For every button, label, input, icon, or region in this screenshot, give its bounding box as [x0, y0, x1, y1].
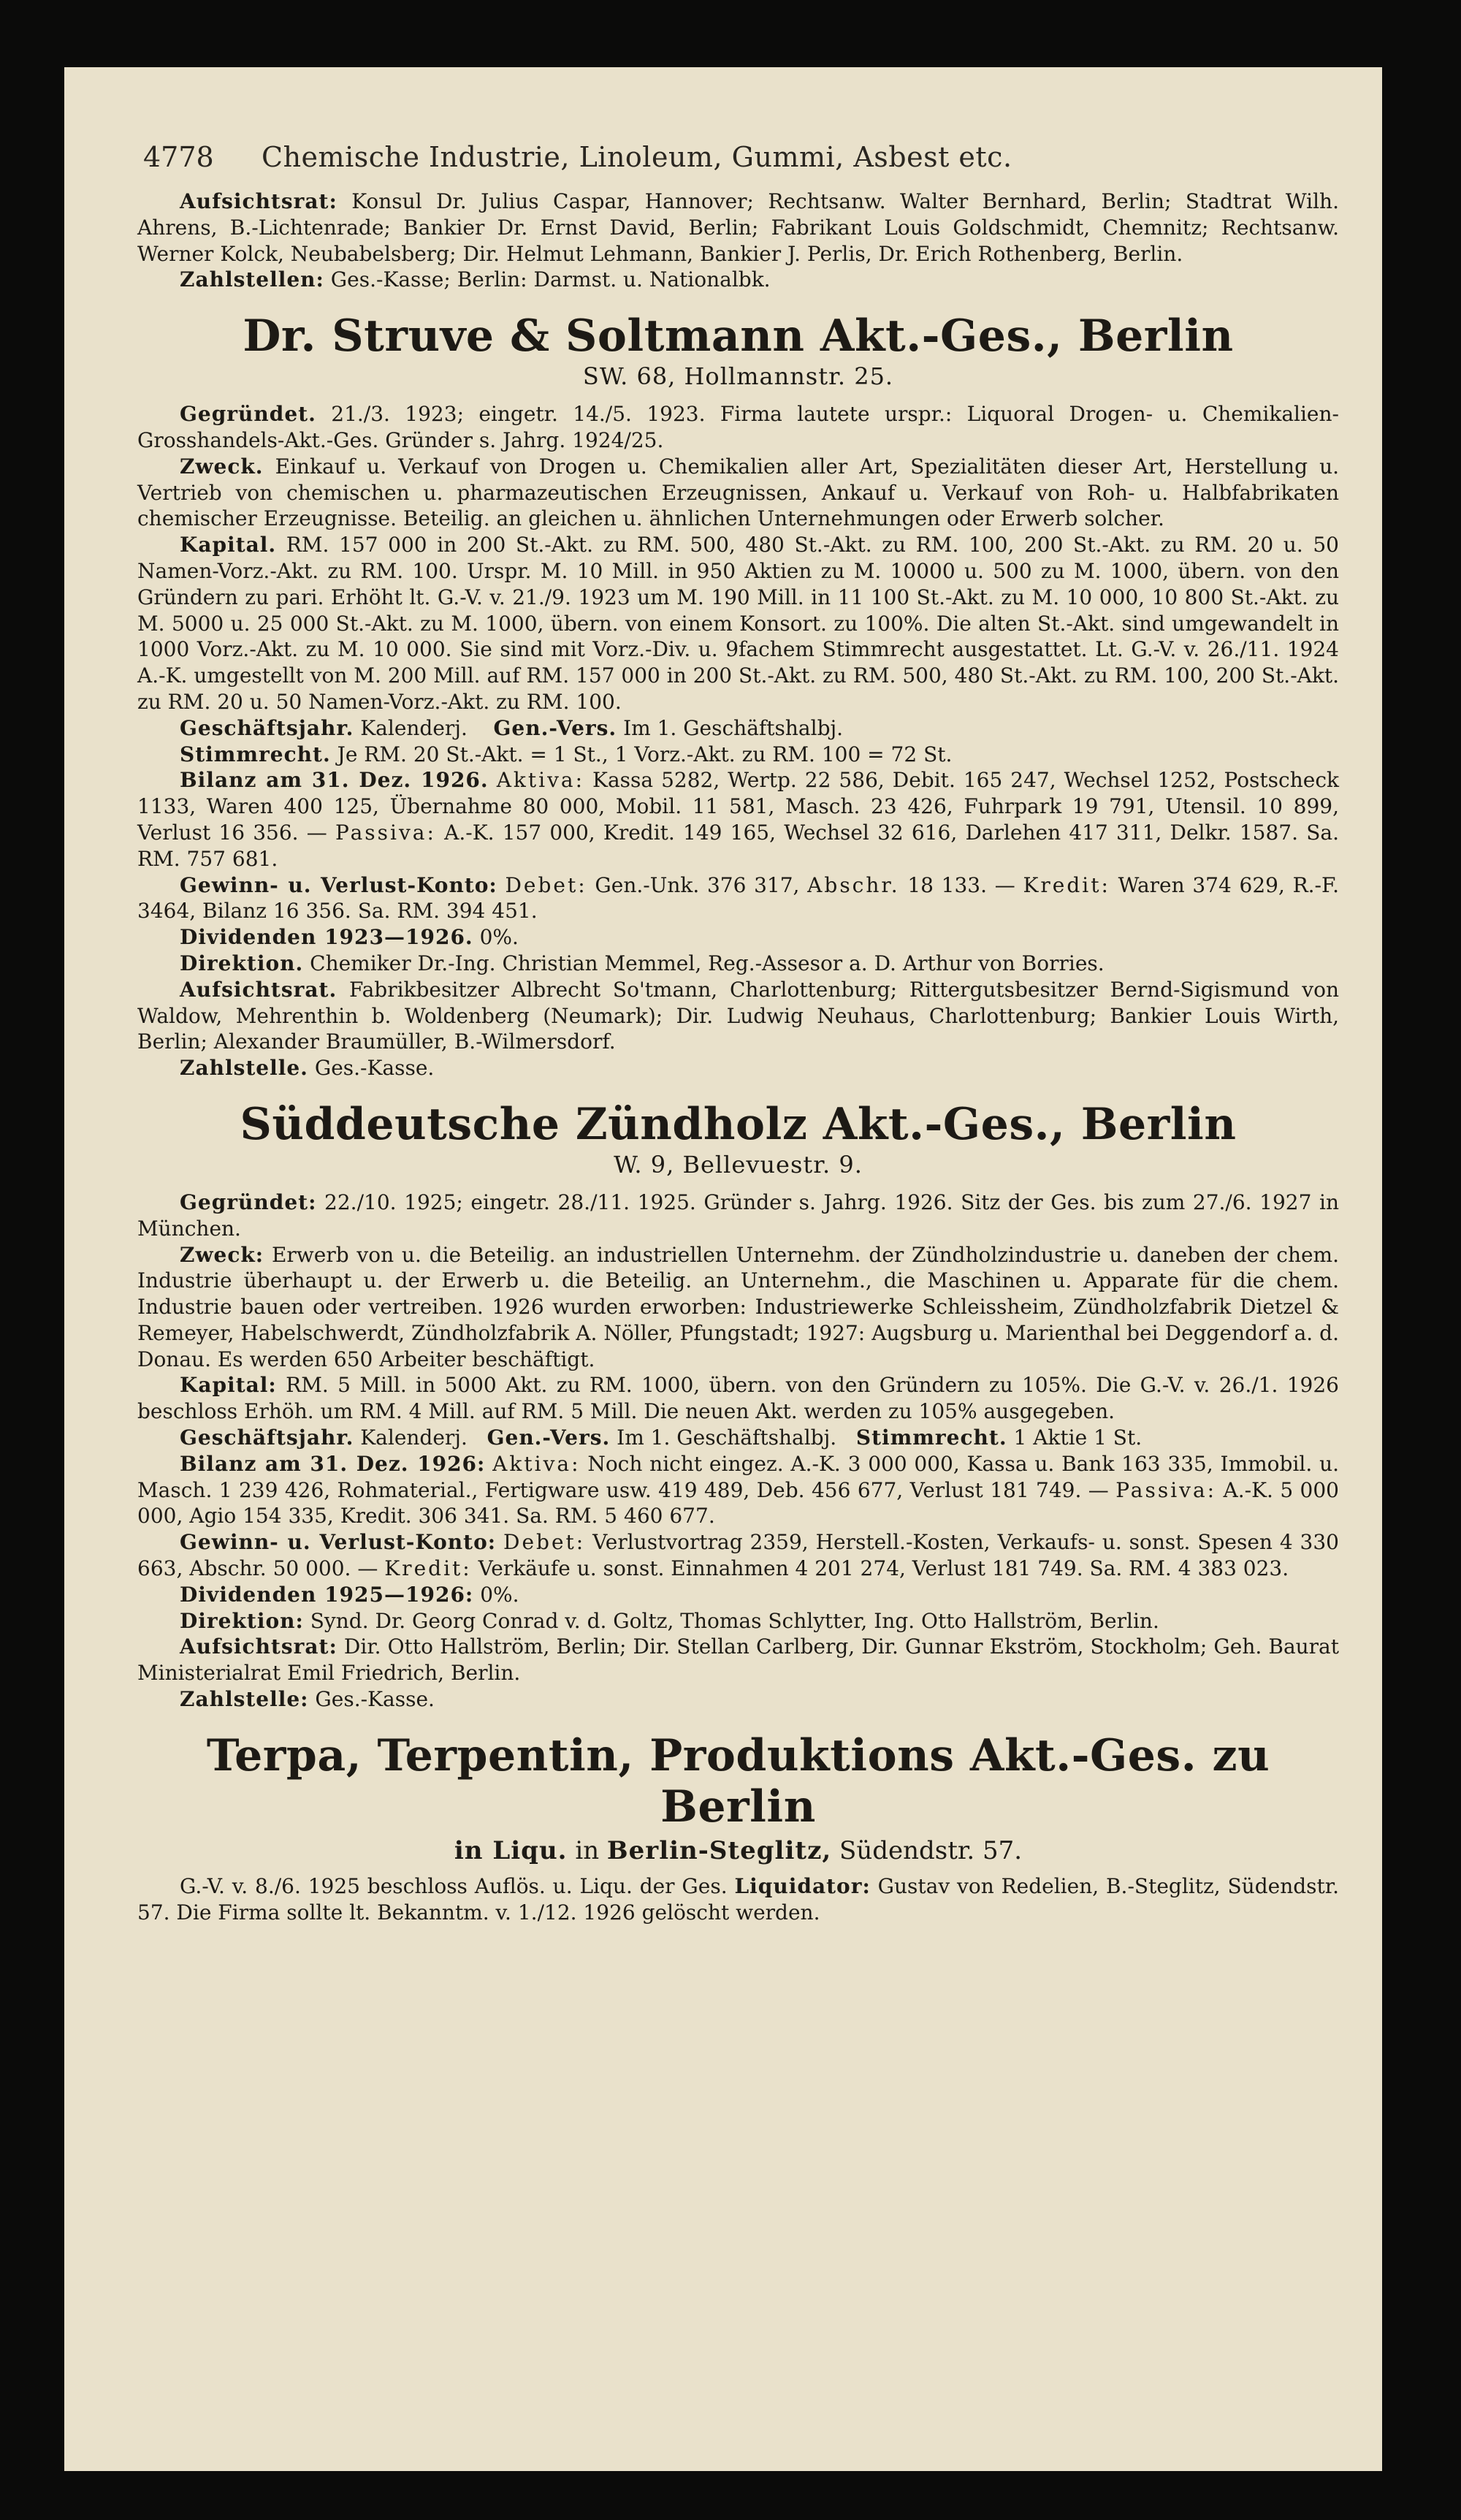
geschaeftsjahr: Geschäftsjahr. Kalenderj. Gen.-Vers. Im 1. Geschäftshalbj. — [180, 715, 844, 740]
running-title: Chemische Industrie, Linoleum, Gummi, Asbest etc. — [262, 141, 1012, 173]
bilanz: Bilanz am 31. Dez. 1926: Aktiva: Noch nicht eingez. A.-K. 3 000 000, Kassa u. Bank 163 335, Immobil. u. Masch. 1 239 426, Rohmaterial., Fertigware usw. 419 489, Deb. 456 677, Verlust 181 749. — Passiva: A.-K. 5 000 000, Agio 154 335, Kredit. 306 341. Sa. RM. 5 460 677. — [137, 1451, 1339, 1529]
liquidation-text: G.-V. v. 8./6. 1925 beschloss Auflös. u. Liqu. der Ges. Liquidator: Gustav von Redelien, B.-Steglitz, Südendstr. 57. Die Firma sollte lt. Bekanntm. v. 1./12. 1926 gelöscht werden. — [137, 1873, 1339, 1925]
page-number: 4778 — [143, 141, 214, 173]
gegruendet: Gegründet. 21./3. 1923; eingetr. 14./5. 1923. Firma lautete urspr.: Liquoral Drogen- u. Chemikalien-Grosshandels-Akt.-Ges. Gründer s. Jahrg. 1924/25. — [137, 402, 1339, 452]
preceding-entry — [137, 189, 1339, 293]
bilanz: Bilanz am 31. Dez. 1926. Aktiva: Kassa 5282, Wertp. 22 586, Debit. 165 247, Wechsel 1252, Postscheck 1133, Waren 400 125, Übernahme 80 000, Mobil. 11 581, Masch. 23 426, Fuhrpark 19 791, Utensil. 10 899, Verlust 16 356. — Passiva: A.-K. 157 000, Kredit. 149 165, Wechsel 32 616, Darlehen 417 311, Delkr. 1587. Sa. RM. 757 681. — [137, 768, 1339, 871]
company-name: Süddeutsche Zündholz Akt.-Ges., Berlin — [240, 1098, 1237, 1150]
entry-sueddeutsche-zuendholz — [137, 1099, 1339, 1713]
page-content — [137, 67, 1339, 1925]
kapital: Kapital: RM. 5 Mill. in 5000 Akt. zu RM. 1000, übern. von den Gründern zu 105%. Die G.-V. v. 26./1. 1926 beschloss Erhöh. um RM. 4 Mill. auf RM. 5 Mill. Die neuen Akt. werden zu 105% ausgegeben. — [137, 1373, 1339, 1424]
company-name: Dr. Struve & Soltmann Akt.-Ges., Berlin — [243, 311, 1234, 362]
direktion: Direktion: Synd. Dr. Georg Conrad v. d. Goltz, Thomas Schlytter, Ing. Otto Hallström, Berlin. — [180, 1608, 1159, 1633]
dividenden: Dividenden 1923—1926. 0%. — [180, 925, 519, 950]
aufsichtsrat: Aufsichtsrat: Dir. Otto Hallström, Berlin; Dir. Stellan Carlberg, Dir. Gunnar Ekström, Stockholm; Geh. Baurat Ministerialrat Emil Friedrich, Berlin. — [137, 1634, 1340, 1686]
stimmrecht: Stimmrecht. Je RM. 20 St.-Akt. = 1 St., 1 Vorz.-Akt. zu RM. 100 = 72 St. — [180, 742, 953, 766]
preceding-aufsichtsrat: Aufsichtsrat: Konsul Dr. Julius Caspar, Hannover; Rechtsanw. Walter Bernhard, Berlin; Stadtrat Wilh. Ahrens, B.-Lichtenrade; Bankier Dr. Ernst David, Berlin; Fabrikant Louis Goldschmidt, Chemnitz; Rechtsanw. Werner Kolck, Neubabelsberg; Dir. Helmut Lehmann, Bankier J. Perlis, Dr. Erich Rothenberg, Berlin. — [137, 189, 1339, 266]
zahlstelle: Zahlstelle. Ges.-Kasse. — [180, 1056, 435, 1081]
company-address: SW. 68, Hollmannstr. 25. — [582, 362, 894, 391]
dividenden: Dividenden 1925—1926: 0%. — [180, 1582, 519, 1607]
gegruendet: Gegründet: 22./10. 1925; eingetr. 28./11. 1925. Gründer s. Jahrg. 1926. Sitz der Ges. bis zum 27./6. 1927 in München. — [137, 1189, 1339, 1241]
company-subtitle: in Liqu. in Berlin-Steglitz, Südendstr. 57. — [454, 1835, 1023, 1865]
direktion: Direktion. Chemiker Dr.-Ing. Christian Memmel, Reg.-Assesor a. D. Arthur von Borries. — [180, 951, 1105, 975]
aufsichtsrat: Aufsichtsrat. Fabrikbesitzer Albrecht So'tmann, Charlottenburg; Rittergutsbesitzer Bernd-Sigismund von Waldow, Mehrenthin b. Woldenberg (Neumark); Dir. Ludwig Neuhaus, Charlottenburg; Bankier Louis Wirth, Berlin; Alexander Braumüller, B.-Wilmersdorf. — [137, 977, 1339, 1054]
kapital: Kapital. RM. 157 000 in 200 St.-Akt. zu RM. 500, 480 St.-Akt. zu RM. 100, 200 St.-Akt. zu RM. 20 u. 50 Namen-Vorz.-Akt. zu RM. 100. Urspr. M. 10 Mill. in 950 Aktien zu M. 10000 u. 500 zu M. 1000, übern. von den Gründern zu pari. Erhöht lt. G.-V. v. 21./9. 1923 um M. 190 Mill. in 11 100 St.-Akt. zu M. 10 000, 10 800 St.-Akt. zu M. 5000 u. 25 000 St.-Akt. zu M. 1000, übern. von einem Konsort. zu 100%. Die alten St.-Akt. sind umgewandelt in 1000 Vorz.-Akt. zu M. 10 000. Sie sind mit Vorz.-Div. u. 9fachem Stimmrecht ausgestattet. Lt. G.-V. v. 26./11. 1924 A.-K. umgestellt von M. 200 Mill. auf RM. 157 000 in 200 St.-Akt. zu RM. 500, 480 St.-Akt. zu RM. 100, 200 St.-Akt. zu RM. 20 u. 50 Namen-Vorz.-Akt. zu RM. 100. — [137, 533, 1339, 714]
zahlstelle: Zahlstelle: Ges.-Kasse. — [180, 1687, 435, 1712]
preceding-zahlstellen: Zahlstellen: Ges.-Kasse; Berlin: Darmst. u. Nationalbk. — [180, 267, 771, 292]
company-address: W. 9, Bellevuestr. 9. — [614, 1150, 863, 1179]
running-header — [137, 141, 1339, 189]
entry-struve-soltmann — [137, 311, 1339, 1081]
gewinn-verlust: Gewinn- u. Verlust-Konto: Debet: Verlustvortrag 2359, Herstell.-Kosten, Verkaufs- u. sonst. Spesen 4 330 663, Abschr. 50 000. — Kredit: Verkäufe u. sonst. Einnahmen 4 201 274, Verlust 181 749. Sa. RM. 4 383 023. — [137, 1530, 1339, 1581]
document-page — [64, 67, 1382, 2471]
zweck: Zweck. Einkauf u. Verkauf von Drogen u. Chemikalien aller Art, Spezialitäten dieser Art, Herstellung u. Vertrieb von chemischen u. pharmazeutischen Erzeugnissen, Ankauf u. Verkauf von Roh- u. Halbfabrikaten chemischer Erzeugnisse. Beteilig. an gleichen u. ähnlichen Unternehmungen oder Erwerb solcher. — [137, 454, 1339, 531]
gewinn-verlust: Gewinn- u. Verlust-Konto: Debet: Gen.-Unk. 376 317, Abschr. 18 133. — Kredit: Waren 374 629, R.-F. 3464, Bilanz 16 356. Sa. RM. 394 451. — [137, 872, 1339, 924]
zweck: Zweck: Erwerb von u. die Beteilig. an industriellen Unternehm. der Zündholzindustrie u. daneben der chem. Industrie überhaupt u. der Erwerb u. die Beteilig. an Unternehm., die Maschinen u. Apparate für die chem. Industrie bauen oder vertreiben. 1926 wurden erworben: Industriewerke Schleissheim, Zündholzfabrik Dietzel & Remeyer, Habelschwerdt, Zündholzfabrik A. Nöller, Pfungstadt; 1927: Augsburg u. Marienthal bei Deggendorf a. d. Donau. Es werden 650 Arbeiter beschäftigt. — [137, 1242, 1339, 1371]
company-name: Terpa, Terpentin, Produktions Akt.-Ges. zu Berlin — [206, 1729, 1270, 1832]
entry-terpa — [137, 1730, 1339, 1926]
geschaeftsjahr: Geschäftsjahr. Kalenderj. Gen.-Vers. Im 1. Geschäftshalbj. Stimmrecht. 1 Aktie 1 St. — [180, 1425, 1143, 1450]
